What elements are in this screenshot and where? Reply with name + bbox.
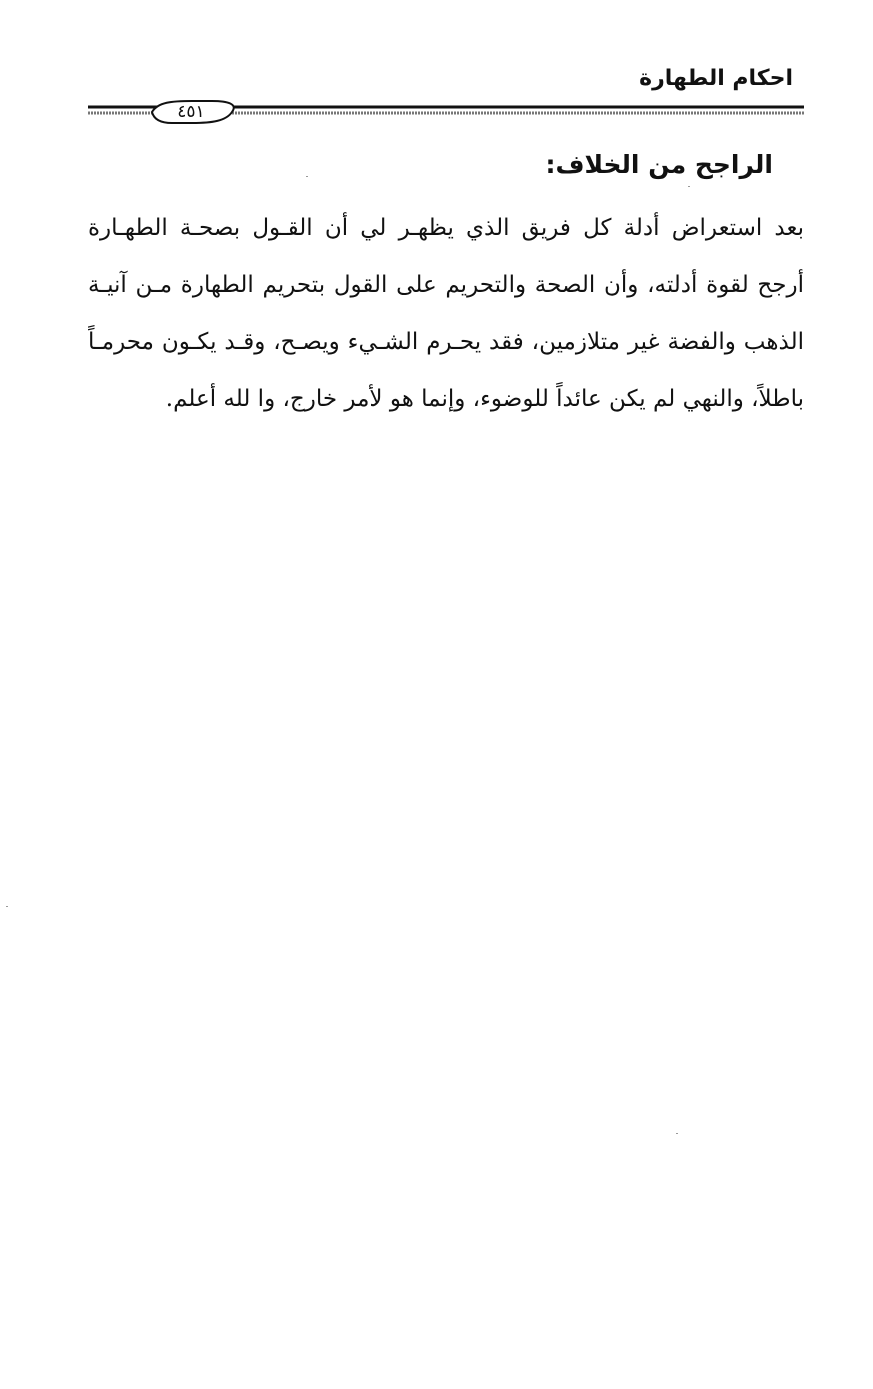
section-heading: الراجح من الخلاف: <box>545 150 773 179</box>
scan-speck <box>676 1133 678 1134</box>
running-header-title: احكام الطهارة <box>639 66 793 91</box>
scan-speck <box>6 906 8 907</box>
body-line: أرجح لقوة أدلته، وأن الصحة والتحريم على القول بتحريم الطهارة مـن آنيـة <box>88 272 804 298</box>
body-line: بعد استعراض أدلة كل فريق الذي يظهـر لي أن القـول بصحـة الطهـارة <box>88 215 804 241</box>
scan-speck <box>306 176 308 177</box>
body-line: باطلاً، والنهي لم يكن عائداً للوضوء، وإنما هو لأمر خارج، وا لله أعلم. <box>165 386 804 412</box>
page-number: ٤٥١ <box>177 102 205 122</box>
body-paragraph <box>88 200 804 428</box>
body-line: الذهب والفضة غير متلازمين، فقد يحـرم الشـيء ويصـح، وقـد يكـون محرمـاً <box>88 329 804 355</box>
scan-speck <box>688 186 690 187</box>
